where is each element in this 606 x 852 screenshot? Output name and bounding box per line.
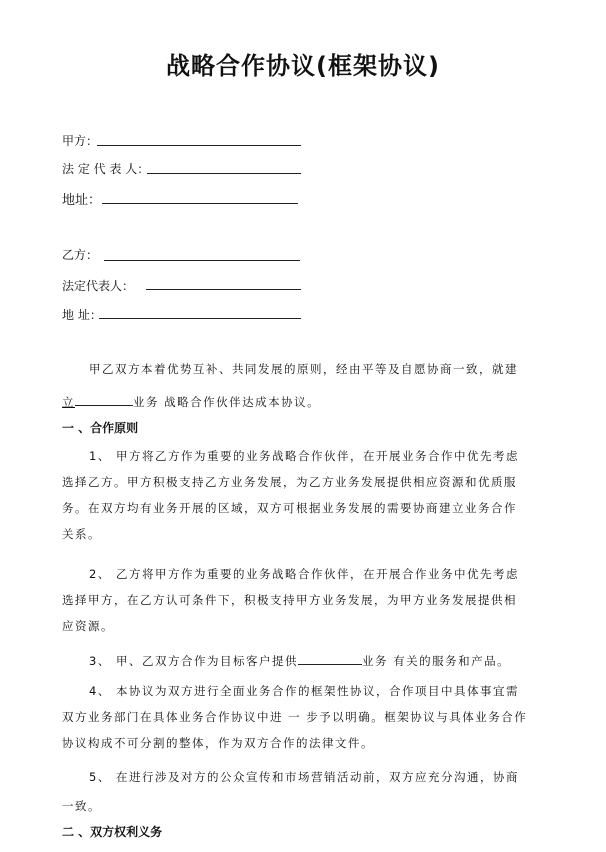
party-b-rep-label: 法定代表人： — [62, 279, 135, 293]
item-1-line-4: 关系。 — [62, 527, 101, 541]
party-a-address-label: 地址： — [62, 193, 102, 208]
item-1-line-3: 务。在双方均有业务开展的区域，双方可根据业务发展的需要协商建立业务合作 — [62, 501, 517, 515]
party-a-field[interactable] — [97, 145, 301, 146]
item-5-line-2: 一致。 — [62, 799, 101, 813]
item-3-pre: 3、 甲、乙双方合作为目标客户提供 — [89, 654, 298, 668]
item-4-line-2: 双方业务部门在具体业务合作协议中进 一 步予以明确。框架协议与具体业务合作 — [62, 710, 528, 724]
item-4-line-3: 协议构成不可分割的整体，作为双方合作的法律文件。 — [62, 736, 374, 750]
party-b-label: 乙方： — [62, 248, 99, 262]
intro-line-2 — [62, 389, 542, 415]
section-2-heading: 二 、双方权利义务 — [62, 825, 163, 839]
item-1-line-1: 1、 甲方将乙方作为重要的业务战略合作伙伴，在开展业务合作中优先考虑 — [89, 449, 519, 463]
item-3-post: 业务 有关的服务和产品。 — [361, 654, 511, 668]
intro-business-blank[interactable] — [75, 405, 133, 406]
party-a-rep-label: 法 定 代 表 人： — [62, 162, 150, 176]
item-2-line-1: 2、 乙方将甲方作为重要的业务战略合作伙伴，在开展合作业务中优先考虑 — [89, 567, 519, 581]
party-b-address-field[interactable] — [99, 318, 301, 319]
party-b-field[interactable] — [104, 260, 300, 261]
party-a-address-field[interactable] — [102, 203, 298, 204]
party-b-address-label: 地 址： — [62, 308, 102, 322]
item-2-line-2: 选择甲方，在乙方认可条件下，积极支持甲方业务发展，为甲方业务发展提供相 — [62, 593, 517, 607]
document-title: 战略合作协议(框架协议) — [166, 52, 440, 80]
item-4-line-1: 4、 本协议为双方进行全面业务合作的框架性协议，合作项目中具体事宜需 — [89, 684, 519, 698]
intro-line-1: 甲乙双方本着优势互补、共同发展的原则，经由平等及自愿协商一致，就建 — [89, 362, 518, 376]
party-a-rep-field[interactable] — [147, 173, 301, 174]
item-5-line-1: 5、 在进行涉及对方的公众宣传和市场营销活动前，双方应充分沟通，协商 — [89, 770, 519, 784]
intro-line-2-pre: 立 — [62, 395, 75, 409]
section-1-heading: 一 、合作原则 — [62, 421, 139, 435]
item-3-line — [62, 648, 542, 674]
party-b-rep-field[interactable] — [146, 289, 301, 290]
item-1-line-2: 选择乙方。甲方积极支持乙方业务发展，为乙方业务发展提供相应资源和优质服 — [62, 475, 517, 489]
item-2-line-3: 应资源。 — [62, 619, 114, 633]
intro-line-2-post: 业务 战略合作伙伴达成本协议。 — [133, 395, 321, 409]
item-3-business-blank[interactable] — [298, 664, 362, 665]
party-a-label: 甲方： — [62, 134, 99, 148]
